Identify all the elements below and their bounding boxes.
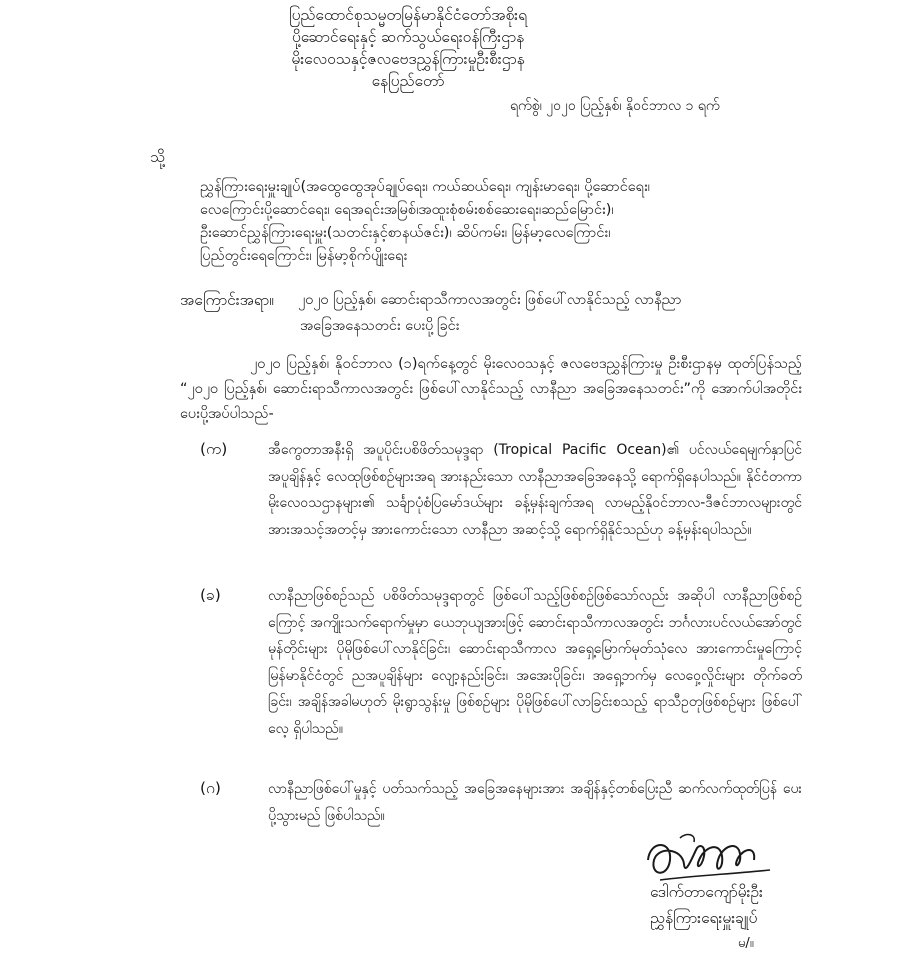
point-number: (ခ)	[200, 586, 221, 604]
recipient-line: ပြည်တွင်းရေကြောင်း၊ မြန်မာ့စိုက်ပျိုးရေး	[200, 248, 408, 264]
signatory-name: ဒေါက်တာကျော်မိုးဦး	[650, 883, 763, 901]
subject-line-1: ၂၀၂၀ ပြည့်နှစ်၊ ဆောင်းရာသီကာလအတွင်း ဖြစ်ပေါ်လာနိုင်သည့် လာနီညာ	[298, 292, 682, 308]
recipient-line: ဦးဆောင်ညွှန်ကြားရေးမှူး(သတင်းနှင့်စာနယ်ဇင်း)၊ ဆိပ်ကမ်း၊ မြန်မာ့လေကြောင်း၊	[200, 225, 611, 241]
to-label: သို့	[150, 148, 165, 166]
letterhead-department: မိုးလေဝသနှင့်ဇလဗေဒညွှန်ကြားမှုဦးစီးဌာန	[291, 50, 525, 68]
point-text: အီကွေတာအနီးရှိ အပူပိုင်းပစိဖိတ်သမုဒ္ဒရာ (Tropical Pacific Ocean)၏ ပင်လယ်ရေမျက်နှာပြင် အပူချိန်နှင့် လေထုဖြစ်စဉ်များအရ အားနည်းသော လာနီညာအခြေအနေသို့ ရောက်ရှိနေပါသည်။ နိုင်ငံတကာ မိုးလေဝသဌာနများ၏ သင်္ချာပုံစံပြမော်ဒယ်များ ခန့်မှန်းချက်အရ လာမည့်နိုဝင်ဘာလ-ဒီဇင်ဘာလများတွင် အားအသင့်အတင့်မှ အားကောင်းသော လာနီညာ အဆင့်သို့ ရောက်ရှိနိုင်သည်ဟု ခန့်မှန်းရပါသည်။	[268, 442, 802, 538]
subject-line-2: အခြေအနေသတင်း ပေးပို့ခြင်း	[300, 318, 460, 334]
point-number: (က)	[200, 440, 228, 458]
signatory-title: ညွှန်ကြားရေးမှူးချုပ်	[650, 909, 758, 927]
initials-mark: မ/။	[738, 936, 754, 951]
letterhead-government: ပြည်ထောင်စုသမ္မတမြန်မာနိုင်ငံတော်အစိုးရ	[288, 6, 528, 24]
intro-paragraph: ၂၀၂၀ ပြည့်နှစ်၊ နိုဝင်ဘာလ (၁)ရက်နေ့တွင် မိုးလေဝသနှင့် ဇလဗေဒညွှန်ကြားမှု ဦးစီးဌာနမှ ထုတ်ပြန်သည့် “၂၀၂၀ ပြည့်နှစ်၊ ဆောင်းရာသီကာလအတွင်း ဖြစ်ပေါ်လာနိုင်သည့် လာနီညာ အခြေအနေသတင်း”ကို အောက်ပါအတိုင်း ပေးပို့အပ်ပါသည်-	[180, 356, 802, 422]
letterhead-city: နေပြည်တော်	[371, 72, 445, 90]
point-number: (ဂ)	[200, 779, 221, 797]
recipient-line: ညွှန်ကြားရေးမှူးချုပ်(အထွေထွေအုပ်ချုပ်ရေး၊ ကယ်ဆယ်ရေး၊ ကျန်းမာရေး၊ ပို့ဆောင်ရေး၊	[200, 179, 650, 195]
letterhead-ministry: ပို့ဆောင်ရေးနှင့် ဆက်သွယ်ရေးဝန်ကြီးဌာန	[291, 28, 525, 46]
subject-label: အကြောင်းအရာ။	[180, 291, 274, 309]
point-text: လာနီညာဖြစ်စဉ်သည် ပစိဖိတ်သမုဒ္ဒရာတွင် ဖြစ်ပေါ်သည့်ဖြစ်စဉ်ဖြစ်သော်လည်း အဆိုပါ လာနီညာဖြစ်စဉ်ကြောင့် အကျိုးသက်ရောက်မှုမှာ ယေဘုယျအားဖြင့် ဆောင်းရာသီကာလအတွင်း ဘင်္ဂလားပင်လယ်အော်တွင် မုန်တိုင်းများ ပိုမိုဖြစ်ပေါ်လာနိုင်ခြင်း၊ ဆောင်းရာသီကာလ အရှေ့မြောက်မုတ်သုံလေ အားကောင်းမှုကြောင့် မြန်မာနိုင်ငံတွင် ညအပူချိန်များ လျော့နည်းခြင်း၊ အအေးပိုခြင်း၊ အရှေ့ဘက်မှ လေဝှေ့လှိုင်းများ တိုက်ခတ်ခြင်း၊ အချိန်အခါမဟုတ် မိုးရွာသွန်းမှု ဖြစ်စဉ်များ ပိုမိုဖြစ်ပေါ်လာခြင်းစသည့် ရာသီဥတုဖြစ်စဉ်များ ဖြစ်ပေါ်လေ့ ရှိပါသည်။	[268, 588, 802, 737]
point-text: လာနီညာဖြစ်ပေါ်မှုနှင့် ပတ်သက်သည့် အခြေအနေများအား အချိန်နှင့်တစ်ပြေးညီ ဆက်လက်ထုတ်ပြန် ပေးပို့သွားမည် ဖြစ်ပါသည်။	[268, 781, 802, 824]
recipients-block	[200, 176, 805, 268]
letterhead	[108, 4, 708, 92]
recipient-line: လေကြောင်းပို့ဆောင်ရေး၊ ရေအရင်းအမြစ်၊အထူးစုံစမ်းစစ်ဆေးရေး၊ဆည်မြောင်း)၊	[200, 202, 614, 218]
letter-date: ရက်စွဲ၊ ၂၀၂၀ ပြည့်နှစ်၊ နိုဝင်ဘာလ ၁ ရက်	[510, 98, 720, 114]
